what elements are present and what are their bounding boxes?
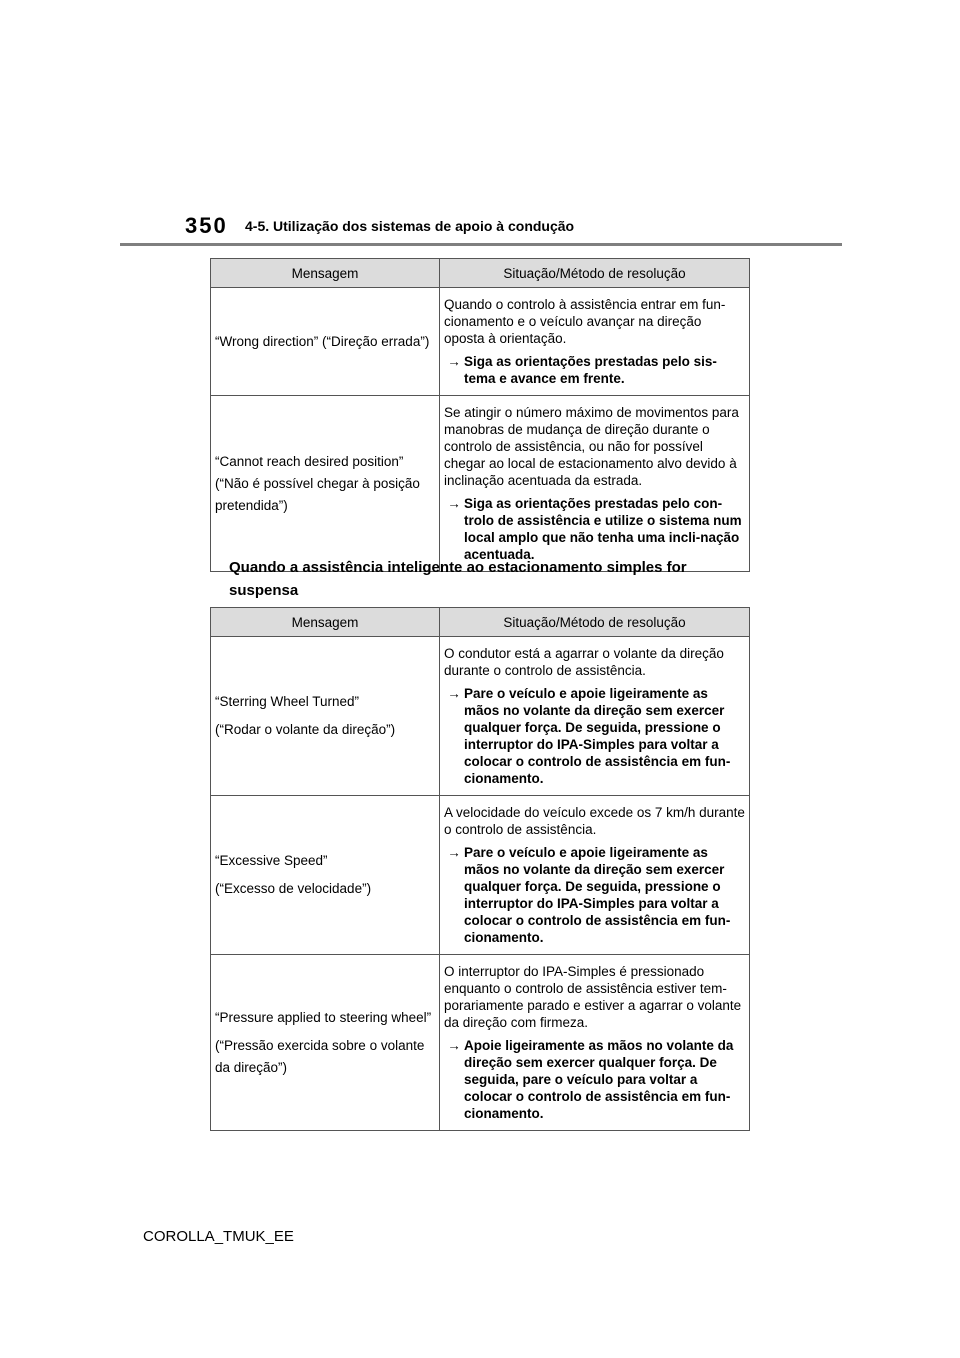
- solution-cell: [440, 396, 750, 572]
- message-cell: [211, 396, 440, 572]
- message-cell: [211, 955, 440, 1131]
- solution-cell: [440, 796, 750, 955]
- arrow-icon: →: [447, 354, 461, 369]
- section-subheading: Quando a assistência inteligente ao estacionamento simples for suspensa: [229, 559, 687, 599]
- message-text: (“Pressão exercida sobre o volante da direção”): [215, 1037, 425, 1075]
- resolution-action-text: Pare o veículo e apoie ligeiramente as mãos no volante da direção sem exercer qualquer força. De seguida, pressione o interruptor do IPA-Simples para voltar a colocar o controlo de assistência em fun-cionamento.: [464, 686, 731, 786]
- message-text: “Pressure applied to steering wheel”: [215, 1009, 432, 1025]
- arrow-icon: →: [447, 686, 461, 701]
- arrow-icon: →: [447, 496, 461, 511]
- situation-description: Se atingir o número máximo de movimentos para manobras de mudança de direção durante o controlo de assistência, ou não for possível chegar ao local de estacionamento alvo devido à inclinação acentuada da estrada.: [444, 405, 739, 488]
- message-text: (“Excesso de velocidade”): [215, 881, 372, 896]
- resolution-action: [444, 844, 745, 946]
- resolution-action-text: Apoie ligeiramente as mãos no volante da direção sem exercer qualquer força. De seguida, pare o veículo para voltar a colocar o controlo de assistência em fun-cionamento.: [464, 1038, 734, 1121]
- message-text: (“Rodar o volante da direção”): [215, 722, 396, 737]
- column-header-message: Mensagem: [211, 608, 440, 637]
- situation-description: O condutor está a agarrar o volante da direção durante o controlo de assistência.: [444, 646, 724, 678]
- page-number: 350: [185, 213, 228, 238]
- resolution-action: [444, 495, 745, 563]
- resolution-action: [444, 353, 745, 387]
- footer-model-code: COROLLA_TMUK_EE: [143, 1228, 294, 1245]
- messages-table-1: [210, 258, 750, 572]
- resolution-action-text: Pare o veículo e apoie ligeiramente as mãos no volante da direção sem exercer qualquer força. De seguida, pressione o interruptor do IPA-Simples para voltar a colocar o controlo de assistência em fun-cionamento.: [464, 845, 731, 945]
- message-cell: [211, 288, 440, 396]
- resolution-action-text: Siga as orientações prestadas pelo sis-tema e avance em frente.: [464, 354, 717, 386]
- message-text: “Sterring Wheel Turned”: [215, 694, 360, 709]
- table-row: [211, 637, 750, 796]
- message-text: “Wrong direction” (“Direção errada”): [215, 333, 430, 349]
- situation-description: Quando o controlo à assistência entrar em fun-cionamento e o veículo avançar na direção oposta à orientação.: [444, 297, 726, 346]
- arrow-icon: →: [447, 1038, 461, 1053]
- solution-cell: [440, 955, 750, 1131]
- column-header-situation: Situação/Método de resolução: [440, 259, 750, 288]
- situation-description: O interruptor do IPA-Simples é pressionado enquanto o controlo de assistência estiver tem-porariamente parado e estiver a agarrar o volante da direção com firmeza.: [444, 964, 742, 1030]
- message-cell: [211, 796, 440, 955]
- message-text: “Cannot reach desired position” (“Não é possível chegar à posição pretendida”): [215, 453, 420, 513]
- solution-cell: [440, 637, 750, 796]
- situation-description: A velocidade do veículo excede os 7 km/h durante o controlo de assistência.: [444, 805, 745, 837]
- table-header-row: [211, 608, 750, 637]
- section-title: 4-5. Utilização dos sistemas de apoio à condução: [245, 218, 575, 234]
- table-row: [211, 288, 750, 396]
- resolution-action-text: Siga as orientações prestadas pelo con-trolo de assistência e utilize o sistema num local amplo que não tenha uma incli-nação acentuada.: [464, 496, 742, 562]
- table-row: [211, 396, 750, 572]
- message-cell: [211, 637, 440, 796]
- resolution-action: [444, 1037, 745, 1122]
- column-header-situation: Situação/Método de resolução: [440, 608, 750, 637]
- arrow-icon: →: [447, 845, 461, 860]
- messages-table-2: [210, 607, 750, 1131]
- header-divider: [120, 243, 842, 246]
- column-header-message: Mensagem: [211, 259, 440, 288]
- table-row: [211, 796, 750, 955]
- resolution-action: [444, 685, 745, 787]
- message-text: “Excessive Speed”: [215, 853, 328, 868]
- solution-cell: [440, 288, 750, 396]
- table-header-row: [211, 259, 750, 288]
- table-row: [211, 955, 750, 1131]
